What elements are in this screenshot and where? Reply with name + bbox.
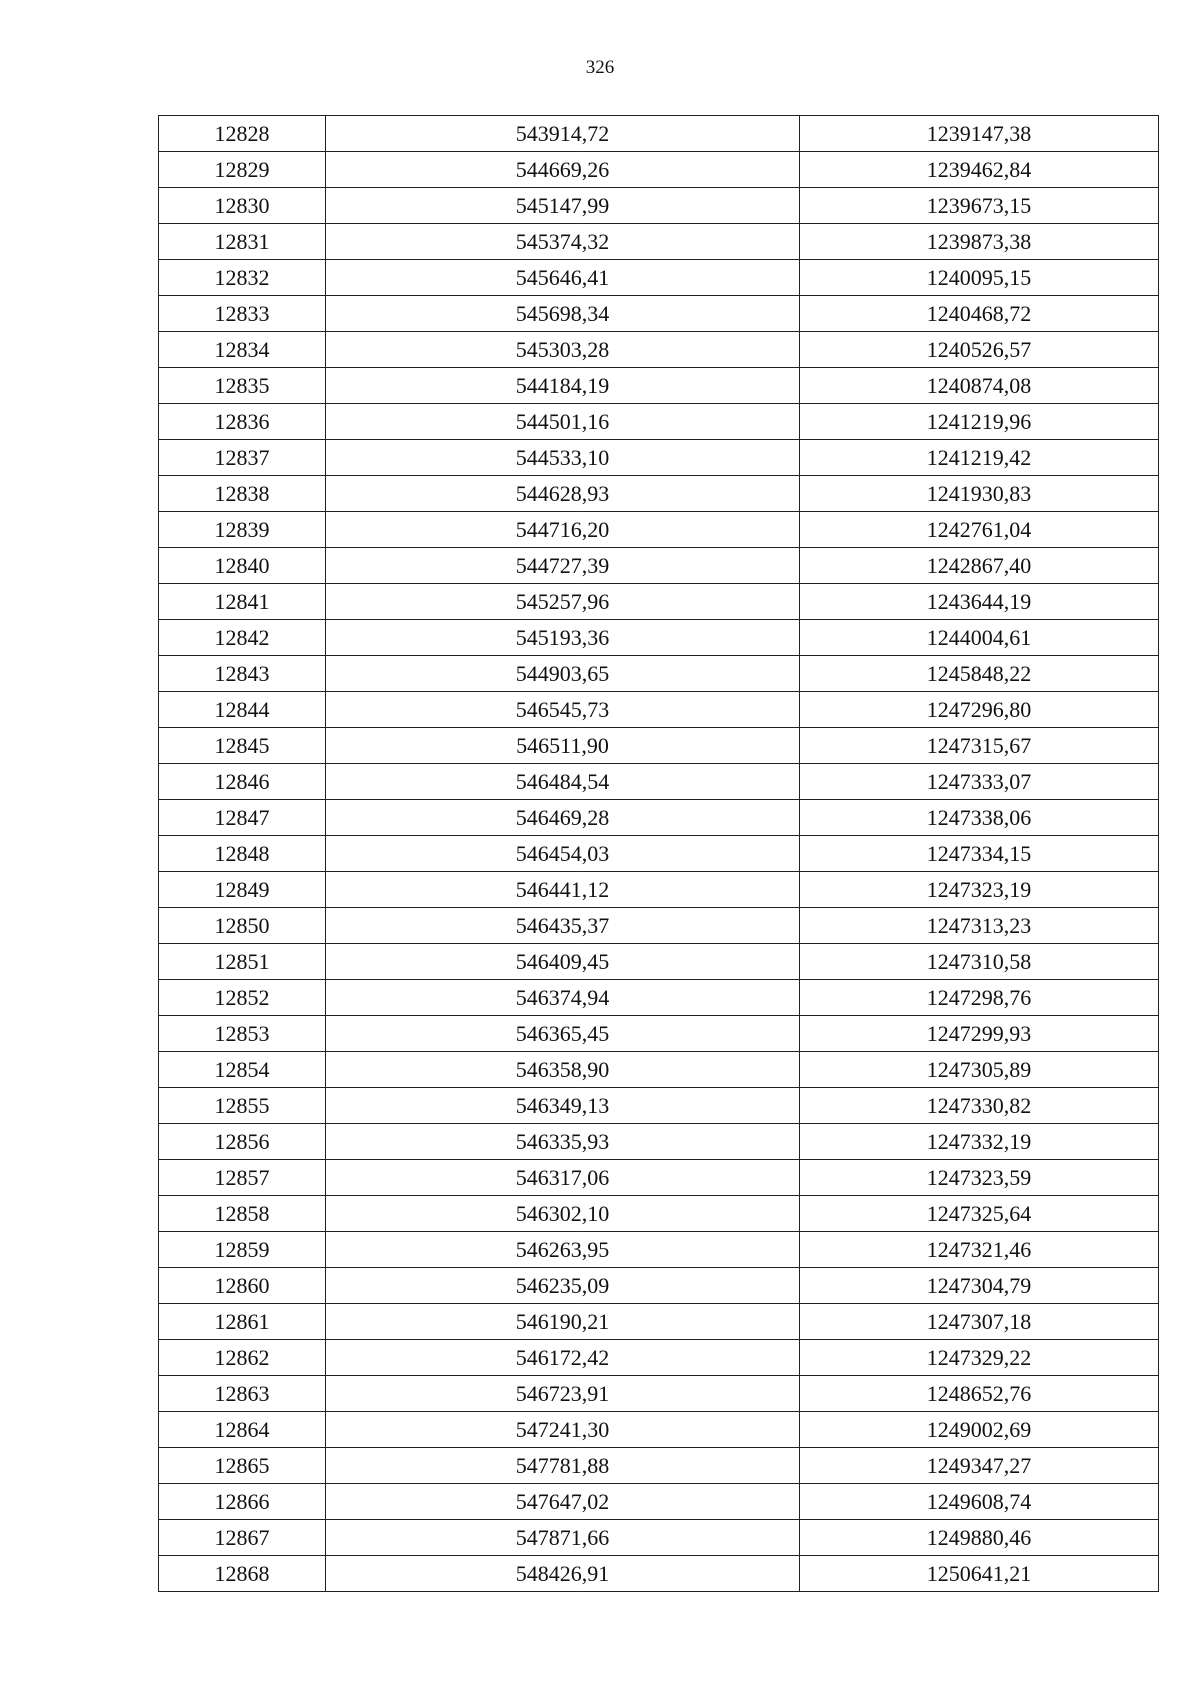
x-coordinate-cell: 547871,66 (326, 1520, 800, 1556)
point-number-cell: 12851 (159, 944, 326, 980)
x-coordinate-cell: 546172,42 (326, 1340, 800, 1376)
table-row (159, 440, 1159, 476)
table-row (159, 1304, 1159, 1340)
y-coordinate-cell: 1247305,89 (800, 1052, 1159, 1088)
point-number-cell: 12841 (159, 584, 326, 620)
point-number-cell: 12853 (159, 1016, 326, 1052)
x-coordinate-cell: 544501,16 (326, 404, 800, 440)
x-coordinate-cell: 544184,19 (326, 368, 800, 404)
x-coordinate-cell: 545147,99 (326, 188, 800, 224)
coordinates-table (158, 115, 1159, 1592)
x-coordinate-cell: 544669,26 (326, 152, 800, 188)
table-row (159, 1268, 1159, 1304)
x-coordinate-cell: 546235,09 (326, 1268, 800, 1304)
y-coordinate-cell: 1247304,79 (800, 1268, 1159, 1304)
x-coordinate-cell: 546409,45 (326, 944, 800, 980)
table-row (159, 620, 1159, 656)
x-coordinate-cell: 548426,91 (326, 1556, 800, 1592)
point-number-cell: 12856 (159, 1124, 326, 1160)
point-number-cell: 12852 (159, 980, 326, 1016)
point-number-cell: 12843 (159, 656, 326, 692)
table-row (159, 1340, 1159, 1376)
table-row (159, 728, 1159, 764)
y-coordinate-cell: 1247315,67 (800, 728, 1159, 764)
table-row (159, 260, 1159, 296)
point-number-cell: 12867 (159, 1520, 326, 1556)
x-coordinate-cell: 546317,06 (326, 1160, 800, 1196)
point-number-cell: 12859 (159, 1232, 326, 1268)
y-coordinate-cell: 1247333,07 (800, 764, 1159, 800)
y-coordinate-cell: 1249608,74 (800, 1484, 1159, 1520)
x-coordinate-cell: 544903,65 (326, 656, 800, 692)
x-coordinate-cell: 546335,93 (326, 1124, 800, 1160)
x-coordinate-cell: 545193,36 (326, 620, 800, 656)
table-row (159, 980, 1159, 1016)
y-coordinate-cell: 1242761,04 (800, 512, 1159, 548)
x-coordinate-cell: 545646,41 (326, 260, 800, 296)
x-coordinate-cell: 546374,94 (326, 980, 800, 1016)
y-coordinate-cell: 1242867,40 (800, 548, 1159, 584)
point-number-cell: 12844 (159, 692, 326, 728)
x-coordinate-cell: 544727,39 (326, 548, 800, 584)
x-coordinate-cell: 546454,03 (326, 836, 800, 872)
x-coordinate-cell: 544716,20 (326, 512, 800, 548)
y-coordinate-cell: 1247334,15 (800, 836, 1159, 872)
table-row (159, 1448, 1159, 1484)
table-row (159, 1160, 1159, 1196)
y-coordinate-cell: 1245848,22 (800, 656, 1159, 692)
point-number-cell: 12838 (159, 476, 326, 512)
table-row (159, 1376, 1159, 1412)
table-row (159, 404, 1159, 440)
table-row (159, 584, 1159, 620)
point-number-cell: 12854 (159, 1052, 326, 1088)
y-coordinate-cell: 1247332,19 (800, 1124, 1159, 1160)
y-coordinate-cell: 1247323,59 (800, 1160, 1159, 1196)
point-number-cell: 12829 (159, 152, 326, 188)
point-number-cell: 12845 (159, 728, 326, 764)
table-row (159, 836, 1159, 872)
y-coordinate-cell: 1247330,82 (800, 1088, 1159, 1124)
table-row (159, 1196, 1159, 1232)
point-number-cell: 12839 (159, 512, 326, 548)
y-coordinate-cell: 1239147,38 (800, 116, 1159, 152)
x-coordinate-cell: 546358,90 (326, 1052, 800, 1088)
point-number-cell: 12834 (159, 332, 326, 368)
point-number-cell: 12864 (159, 1412, 326, 1448)
table-row (159, 188, 1159, 224)
point-number-cell: 12847 (159, 800, 326, 836)
point-number-cell: 12849 (159, 872, 326, 908)
y-coordinate-cell: 1239462,84 (800, 152, 1159, 188)
table-row (159, 692, 1159, 728)
table-row (159, 152, 1159, 188)
point-number-cell: 12855 (159, 1088, 326, 1124)
y-coordinate-cell: 1247321,46 (800, 1232, 1159, 1268)
x-coordinate-cell: 546263,95 (326, 1232, 800, 1268)
table-row (159, 1088, 1159, 1124)
y-coordinate-cell: 1247299,93 (800, 1016, 1159, 1052)
x-coordinate-cell: 546545,73 (326, 692, 800, 728)
y-coordinate-cell: 1248652,76 (800, 1376, 1159, 1412)
table-row (159, 512, 1159, 548)
y-coordinate-cell: 1247325,64 (800, 1196, 1159, 1232)
y-coordinate-cell: 1249347,27 (800, 1448, 1159, 1484)
table-row (159, 1520, 1159, 1556)
x-coordinate-cell: 546484,54 (326, 764, 800, 800)
point-number-cell: 12850 (159, 908, 326, 944)
table-row (159, 368, 1159, 404)
y-coordinate-cell: 1249880,46 (800, 1520, 1159, 1556)
x-coordinate-cell: 546435,37 (326, 908, 800, 944)
x-coordinate-cell: 545374,32 (326, 224, 800, 260)
table-row (159, 764, 1159, 800)
y-coordinate-cell: 1241930,83 (800, 476, 1159, 512)
table-row (159, 1052, 1159, 1088)
point-number-cell: 12836 (159, 404, 326, 440)
point-number-cell: 12848 (159, 836, 326, 872)
point-number-cell: 12862 (159, 1340, 326, 1376)
y-coordinate-cell: 1240526,57 (800, 332, 1159, 368)
x-coordinate-cell: 546190,21 (326, 1304, 800, 1340)
table-row (159, 224, 1159, 260)
y-coordinate-cell: 1240468,72 (800, 296, 1159, 332)
x-coordinate-cell: 546365,45 (326, 1016, 800, 1052)
table-row (159, 476, 1159, 512)
x-coordinate-cell: 547781,88 (326, 1448, 800, 1484)
point-number-cell: 12837 (159, 440, 326, 476)
y-coordinate-cell: 1240095,15 (800, 260, 1159, 296)
y-coordinate-cell: 1239673,15 (800, 188, 1159, 224)
table-row (159, 548, 1159, 584)
point-number-cell: 12828 (159, 116, 326, 152)
y-coordinate-cell: 1250641,21 (800, 1556, 1159, 1592)
table-row (159, 656, 1159, 692)
y-coordinate-cell: 1239873,38 (800, 224, 1159, 260)
point-number-cell: 12832 (159, 260, 326, 296)
page-number: 326 (585, 57, 615, 78)
point-number-cell: 12863 (159, 1376, 326, 1412)
y-coordinate-cell: 1247323,19 (800, 872, 1159, 908)
table-row (159, 908, 1159, 944)
x-coordinate-cell: 545257,96 (326, 584, 800, 620)
point-number-cell: 12861 (159, 1304, 326, 1340)
y-coordinate-cell: 1247338,06 (800, 800, 1159, 836)
y-coordinate-cell: 1240874,08 (800, 368, 1159, 404)
y-coordinate-cell: 1247310,58 (800, 944, 1159, 980)
y-coordinate-cell: 1247313,23 (800, 908, 1159, 944)
point-number-cell: 12858 (159, 1196, 326, 1232)
y-coordinate-cell: 1249002,69 (800, 1412, 1159, 1448)
x-coordinate-cell: 544628,93 (326, 476, 800, 512)
point-number-cell: 12830 (159, 188, 326, 224)
point-number-cell: 12833 (159, 296, 326, 332)
table-row (159, 116, 1159, 152)
point-number-cell: 12831 (159, 224, 326, 260)
table-row (159, 332, 1159, 368)
y-coordinate-cell: 1247329,22 (800, 1340, 1159, 1376)
table-row (159, 1124, 1159, 1160)
point-number-cell: 12846 (159, 764, 326, 800)
table-row (159, 1016, 1159, 1052)
point-number-cell: 12840 (159, 548, 326, 584)
x-coordinate-cell: 546441,12 (326, 872, 800, 908)
table-row (159, 1484, 1159, 1520)
y-coordinate-cell: 1247307,18 (800, 1304, 1159, 1340)
point-number-cell: 12857 (159, 1160, 326, 1196)
table-row (159, 800, 1159, 836)
point-number-cell: 12866 (159, 1484, 326, 1520)
y-coordinate-cell: 1243644,19 (800, 584, 1159, 620)
x-coordinate-cell: 546511,90 (326, 728, 800, 764)
x-coordinate-cell: 545698,34 (326, 296, 800, 332)
x-coordinate-cell: 543914,72 (326, 116, 800, 152)
point-number-cell: 12835 (159, 368, 326, 404)
coordinates-table-body (159, 116, 1159, 1592)
y-coordinate-cell: 1247298,76 (800, 980, 1159, 1016)
x-coordinate-cell: 547241,30 (326, 1412, 800, 1448)
table-row (159, 872, 1159, 908)
x-coordinate-cell: 546723,91 (326, 1376, 800, 1412)
y-coordinate-cell: 1244004,61 (800, 620, 1159, 656)
table-row (159, 1556, 1159, 1592)
table-row (159, 944, 1159, 980)
point-number-cell: 12842 (159, 620, 326, 656)
table-row (159, 1232, 1159, 1268)
y-coordinate-cell: 1241219,42 (800, 440, 1159, 476)
x-coordinate-cell: 546349,13 (326, 1088, 800, 1124)
y-coordinate-cell: 1241219,96 (800, 404, 1159, 440)
x-coordinate-cell: 546302,10 (326, 1196, 800, 1232)
x-coordinate-cell: 546469,28 (326, 800, 800, 836)
point-number-cell: 12865 (159, 1448, 326, 1484)
y-coordinate-cell: 1247296,80 (800, 692, 1159, 728)
x-coordinate-cell: 547647,02 (326, 1484, 800, 1520)
table-row (159, 296, 1159, 332)
table-row (159, 1412, 1159, 1448)
x-coordinate-cell: 544533,10 (326, 440, 800, 476)
point-number-cell: 12868 (159, 1556, 326, 1592)
x-coordinate-cell: 545303,28 (326, 332, 800, 368)
point-number-cell: 12860 (159, 1268, 326, 1304)
